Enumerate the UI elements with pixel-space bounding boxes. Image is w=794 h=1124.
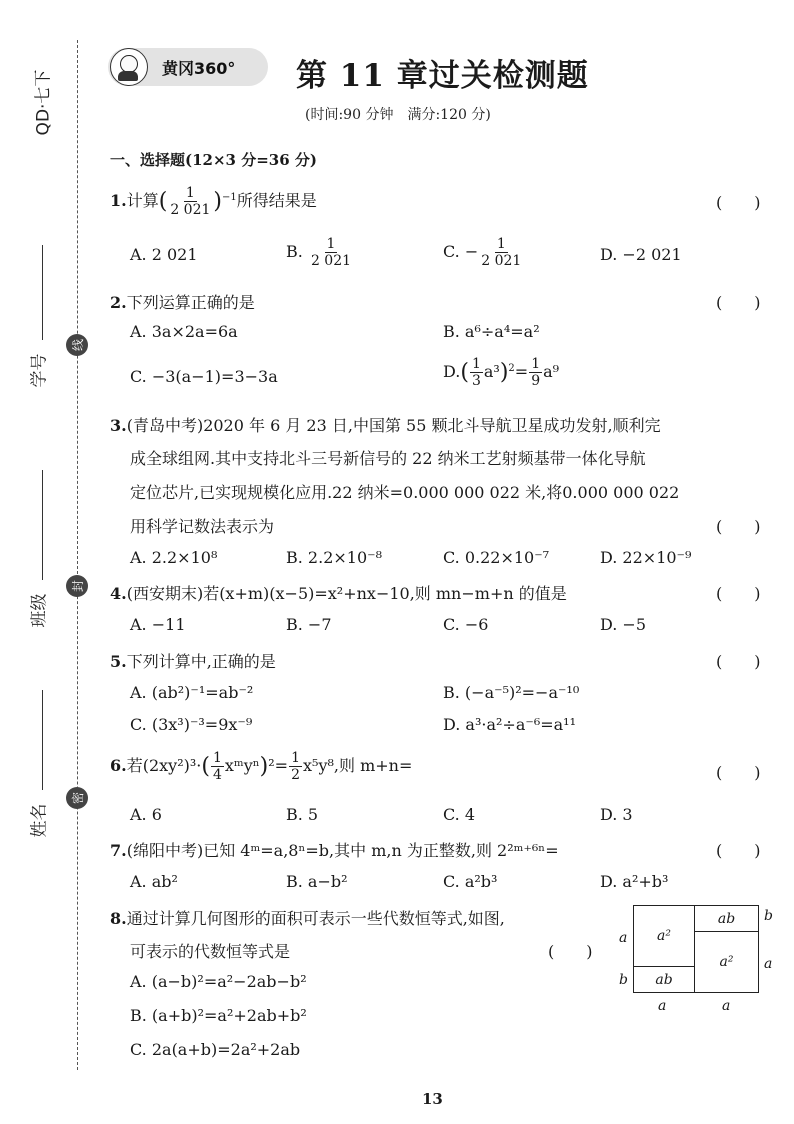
page-title: 第 11 章过关检测题 (296, 58, 589, 94)
figure-label-a-right: a (764, 956, 773, 972)
q8-option-b: B. (a+b)²=a²+2ab+b² (130, 1006, 307, 1025)
class-underline (42, 470, 43, 580)
cut-line (77, 40, 78, 1070)
answer-blank-7[interactable]: ( ) (716, 841, 761, 860)
q2-option-c: C. −3(a−1)=3−3a (130, 367, 278, 386)
figure-label-b-right: b (764, 908, 773, 924)
question-8-line-2: 可表示的代数恒等式是 (130, 942, 291, 961)
q5-option-c: C. (3x³)⁻³=9x⁻⁹ (130, 715, 253, 734)
question-3-line-1: 3.(青岛中考)2020 年 6 月 23 日,中国第 55 颗北斗导航卫星成功发射,顺利完 (110, 416, 661, 435)
q3-option-b: B. 2.2×10⁻⁸ (286, 548, 382, 567)
seal-seal: 封 (66, 575, 88, 597)
brand-badge (108, 48, 268, 86)
question-2: 2.下列运算正确的是 (110, 293, 255, 312)
q5-option-a: A. (ab²)⁻¹=ab⁻² (130, 683, 254, 702)
q4-option-c: C. −6 (443, 615, 489, 634)
figure-cell-ab-right: ab (694, 905, 759, 932)
answer-blank-5[interactable]: ( ) (716, 652, 761, 671)
page-number: 13 (422, 1090, 443, 1108)
question-6: 6.若(2xy²)³·( $\frac{1}{4}$ xᵐyⁿ)²= $\frac{1}{2}$ x⁵y⁸,则 m+n= (110, 750, 413, 784)
q2-option-d: D.( $\frac{1}{3}$ a³)$^2$= $\frac{1}{9}$ a⁹ (443, 356, 560, 390)
name-label: 姓名 (29, 803, 50, 838)
answer-blank-6[interactable]: ( ) (716, 763, 761, 782)
answer-blank-1[interactable]: ( ) (716, 193, 761, 212)
page-subtitle: (时间:90 分钟 满分:120 分) (305, 107, 491, 123)
question-1: 1.计算( $\frac{1}{2 021}$ )$^{-1}$所得结果是 (110, 185, 317, 219)
q1-option-b: B. $\frac{1}{2 021}$ (286, 236, 352, 270)
q3-option-a: A. 2.2×10⁸ (130, 548, 218, 567)
figure-label-b-left: b (619, 972, 628, 988)
question-3-line-4: 用科学记数法表示为 (130, 517, 275, 536)
seal-secret: 密 (66, 787, 88, 809)
name-underline (42, 690, 43, 790)
q2-option-a: A. 3a×2a=6a (130, 322, 238, 341)
q6-option-b: B. 5 (286, 805, 319, 824)
student-id-underline (42, 245, 43, 340)
q1-option-c: C. − $\frac{1}{2 021}$ (443, 236, 522, 270)
q3-option-d: D. 22×10⁻⁹ (600, 548, 692, 567)
figure-cell-ab-left: ab (633, 966, 695, 993)
answer-blank-2[interactable]: ( ) (716, 293, 761, 312)
q1-option-d: D. −2 021 (600, 245, 682, 264)
figure-label-a-left: a (619, 930, 628, 946)
q4-option-b: B. −7 (286, 615, 332, 634)
question-7: 7.(绵阳中考)已知 4ᵐ=a,8ⁿ=b,其中 m,n 为正整数,则 2²ᵐ⁺⁶ⁿ= (110, 841, 559, 860)
q4-option-d: D. −5 (600, 615, 647, 634)
q7-option-b: B. a−b² (286, 872, 348, 891)
q7-option-c: C. a²b³ (443, 872, 498, 891)
q7-option-a: A. ab² (130, 872, 178, 891)
section-heading: 一、选择题(12×3 分=36 分) (110, 151, 317, 169)
binding-sidebar (0, 0, 100, 1124)
q4-option-a: A. −11 (130, 615, 186, 634)
answer-blank-4[interactable]: ( ) (716, 584, 761, 603)
mascot-logo-icon (110, 48, 148, 86)
figure-cell-a2-right: a² (694, 931, 759, 993)
seal-line: 线 (66, 334, 88, 356)
q7-option-d: D. a²+b³ (600, 872, 669, 891)
figure-cell-a2-left: a² (633, 905, 695, 967)
q1-option-a: A. 2 021 (130, 245, 198, 264)
q3-option-c: C. 0.22×10⁻⁷ (443, 548, 550, 567)
question-3-line-3: 定位芯片,已实现规模化应用.22 纳米=0.000 000 022 米,将0.000 000 022 (130, 483, 680, 502)
area-figure (608, 900, 788, 1030)
question-8-line-1: 8.通过计算几何图形的面积可表示一些代数恒等式,如图, (110, 909, 505, 928)
q5-option-d: D. a³·a²÷a⁻⁶=a¹¹ (443, 715, 576, 734)
brand-name: 黄冈360° (162, 58, 236, 78)
figure-label-a-bottom-2: a (722, 998, 731, 1014)
student-id-label: 学号 (29, 353, 50, 388)
q6-option-a: A. 6 (130, 805, 162, 824)
q6-option-d: D. 3 (600, 805, 633, 824)
edition-label: QD·七下 (33, 69, 54, 136)
answer-blank-3[interactable]: ( ) (716, 517, 761, 536)
q5-option-b: B. (−a⁻⁵)²=−a⁻¹⁰ (443, 683, 580, 702)
question-5: 5.下列计算中,正确的是 (110, 652, 276, 671)
q8-option-a: A. (a−b)²=a²−2ab−b² (130, 972, 307, 991)
question-4: 4.(西安期末)若(x+m)(x−5)=x²+nx−10,则 mn−m+n 的值是 (110, 584, 567, 603)
question-3-line-2: 成全球组网.其中支持北斗三号新信号的 22 纳米工艺射频基带一体化导航 (130, 449, 646, 468)
answer-blank-8[interactable]: ( ) (548, 942, 593, 961)
q2-option-b: B. a⁶÷a⁴=a² (443, 322, 540, 341)
class-label: 班级 (29, 593, 50, 628)
figure-label-a-bottom-1: a (658, 998, 667, 1014)
q8-option-c: C. 2a(a+b)=2a²+2ab (130, 1040, 301, 1059)
q6-option-c: C. 4 (443, 805, 476, 824)
